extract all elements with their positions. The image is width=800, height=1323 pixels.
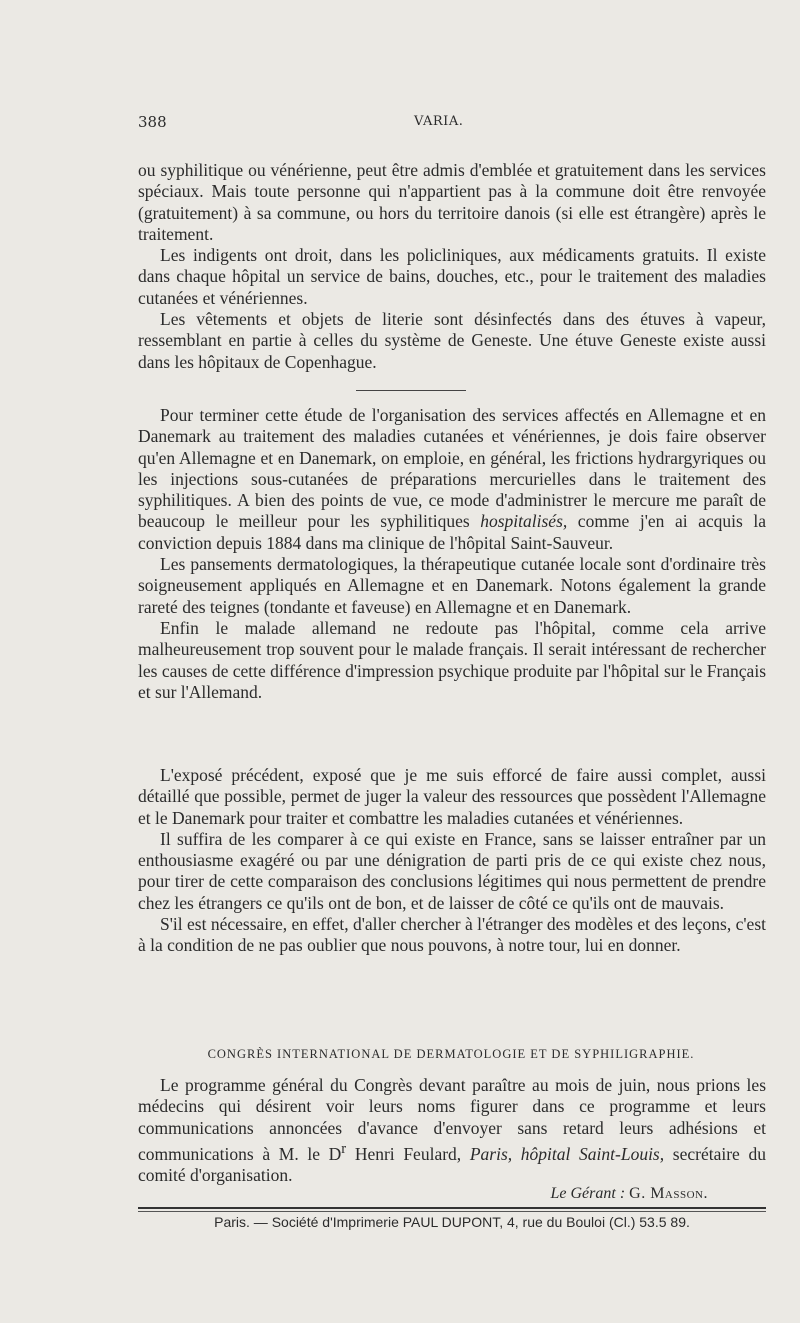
paragraph: Pour terminer cette étude de l'organisation des services affectés en Allemagne et en Danemark au traitement des maladies cutanées et vénériennes, je dois faire observer qu'en Allemagne et en Danemark, on emploie, en général, les frictions hydrargyriques ou les injections sous-cutanées de préparations mercurielles dans le traitement des syphilitiques. A bien des points de vue, ce mode d'administrer le mercure me paraît de beaucoup le meilleur pour les syphilitiques hospitalisés, comme j'en ai acquis la conviction depuis 1884 dans ma clinique de l'hôpital Saint-Sauveur. [138,405,766,553]
section-divider [356,390,466,391]
paragraph: ou syphilitique ou vénérienne, peut être admis d'emblée et gratuitement dans les services spéciaux. Mais toute personne qui n'appartient pas à la commune doit être renvoyée (gratuitement) à sa commune, ou hors du territoire danois (si elle est étrangère) après le traitement. [138,160,766,244]
section-title-congress: CONGRÈS INTERNATIONAL DE DERMATOLOGIE ET DE SYPHILIGRAPHIE. [207,1047,695,1061]
paragraph: Les vêtements et objets de literie sont désinfectés dans des étuves à vapeur, ressemblant en partie à celles du système de Geneste. Une étuve Geneste existe aussi dans les hôpitaux de Copenhague. [138,309,766,372]
paragraph: Les indigents ont droit, dans les policliniques, aux médicaments gratuits. Il existe dans chaque hôpital un service de bains, douches, etc., pour le traitement des maladies cutanées et vénériennes. [138,245,766,308]
paragraph: Le programme général du Congrès devant paraître au mois de juin, nous prions les médecins qui désirent voir leurs noms figurer dans ce programme et leurs communications annoncées d'avance d'envoyer sans retard leurs adhésions et communications à M. le $D^r$ Henri Feulard, Paris, hôpital Saint-Louis, secrétaire du comité d'organisation. [138,1075,766,1186]
paragraph: Il suffira de les comparer à ce qui existe en France, sans se laisser entraîner par un enthousiasme exagéré ou par une dénigration de parti pris de ce qui existe chez nous, pour tirer de cette comparaison des conclusions légitimes qui nous permettent de prendre chez les étrangers ce qu'ils ont de bon, et de laisser de côté ce qu'ils ont de mauvais. [138,828,766,913]
footer-rule-thin [138,1211,766,1212]
paragraph: Enfin le malade allemand ne redoute pas l'hôpital, comme cela arrive malheureusement trop souvent pour le malade français. Il serait intéressant de rechercher les causes de cette différence d'impression psychique produite par l'hôpital sur le Français et sur l'Allemand. [138,617,767,702]
text-block-congress [138,1075,766,1186]
italic-word: hospitalisés, [480,511,568,532]
text-block-hospital-services [138,160,766,373]
signature-label: Le Gérant : [550,1185,626,1202]
running-title: VARIA. [414,114,464,129]
text-block-summary [138,765,766,957]
footer-rule-thick [138,1207,766,1209]
italic-address: Paris, hôpital Saint-Louis, [469,1143,665,1164]
page-header [138,113,764,135]
paragraph: S'il est nécessaire, en effet, d'aller chercher à l'étranger des modèles et des leçons, c'est à la condition de ne pas oublier que nous pouvons, à notre tour, lui en donner. [138,914,766,956]
paragraph: Les pansements dermatologiques, la thérapeutique cutanée locale sont d'ordinaire très soigneusement appliqués en Allemagne et en Danemark. Notons également la grande rareté des teignes (tondante et faveuse) en Allemagne et en Danemark. [138,554,766,617]
paragraph: L'exposé précédent, exposé que je me suis efforcé de faire aussi complet, aussi détaillé que possible, permet de juger la valeur des ressources que possèdent l'Allemagne et le Danemark pour traiter et combattre les maladies cutanées et vénériennes. [138,765,766,828]
printer-imprint: Paris. — Société d'Imprimerie PAUL DUPONT, 4, rue du Bouloi (Cl.) 53.5 89. [214,1214,690,1230]
signature-name: G. Masson. [629,1185,708,1202]
page-number: 388 [138,113,167,131]
text-block-conclusion [138,405,766,703]
signature-line [138,1185,708,1203]
